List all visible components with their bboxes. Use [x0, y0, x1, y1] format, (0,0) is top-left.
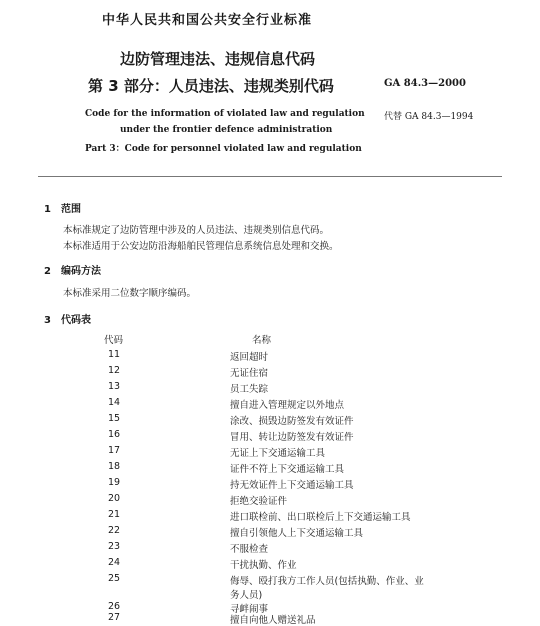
table-cell-name: 涂改、损毁边防签发有效证件: [230, 416, 354, 427]
table-cell-code: 22: [108, 525, 121, 536]
table-cell-code: 19: [108, 477, 121, 488]
table-cell-code: 14: [108, 397, 121, 408]
table-cell-code: 27: [108, 612, 121, 623]
table-cell-code: 15: [108, 413, 121, 424]
table-cell-code: 17: [108, 445, 121, 456]
table-header-code: 代码: [104, 335, 124, 346]
table-cell-code: 23: [108, 541, 121, 552]
section-heading: 3 代码表: [44, 315, 91, 326]
table-cell-name: 不服检查: [230, 544, 269, 555]
table-cell-name: 寻衅闹事: [230, 604, 269, 615]
standard-code: GA 84.3—2000: [384, 78, 466, 89]
paragraph: 本标准适用于公安边防沿海船舶民管理信息系统信息处理和交换。: [63, 241, 339, 252]
table-cell-name: 干扰执勤、作业: [230, 560, 297, 571]
section-heading: 1 范围: [44, 204, 81, 215]
header-divider: [38, 176, 502, 177]
table-cell-name: 进口联检前、出口联检后上下交通运输工具: [230, 512, 411, 523]
english-title-line-1: Code for the information of violated law and regulation: [85, 109, 365, 119]
english-title-line-3: Part 3：Code for personnel violated law and regulation: [85, 144, 362, 154]
table-cell-code: 25: [108, 573, 121, 584]
table-cell-code: 11: [108, 349, 121, 360]
table-cell-code: 21: [108, 509, 121, 520]
table-cell-name: 员工失踪: [230, 384, 269, 395]
issuing-organization: 中华人民共和国公共安全行业标准: [102, 13, 313, 28]
section-heading: 2 编码方法: [44, 266, 101, 277]
table-cell-code: 26: [108, 601, 121, 612]
table-cell-name: 擅自向他人赠送礼品: [230, 615, 316, 626]
table-cell-name-continued: 务人员): [230, 590, 263, 601]
english-title-line-2: under the frontier defence administration: [120, 125, 333, 135]
table-cell-name: 侮辱、殴打我方工作人员(包括执勤、作业、业: [230, 576, 424, 587]
table-cell-name: 冒用、转让边防签发有效证件: [230, 432, 354, 443]
table-cell-name: 无证上下交通运输工具: [230, 448, 326, 459]
title-line-1: 边防管理违法、违规信息代码: [120, 50, 316, 68]
table-cell-name: 持无效证件上下交通运输工具: [230, 480, 354, 491]
table-cell-code: 16: [108, 429, 121, 440]
table-cell-name: 证件不符上下交通运输工具: [230, 464, 345, 475]
paragraph: 本标准规定了边防管理中涉及的人员违法、违规类别信息代码。: [63, 225, 330, 236]
table-cell-name: 无证住宿: [230, 368, 269, 379]
table-cell-code: 20: [108, 493, 121, 504]
table-cell-code: 18: [108, 461, 121, 472]
replaces-standard: 代替 GA 84.3—1994: [384, 112, 474, 122]
table-cell-name: 擅自进入管理规定以外地点: [230, 400, 345, 411]
table-cell-code: 13: [108, 381, 121, 392]
table-header-name: 名称: [252, 335, 272, 346]
paragraph: 本标准采用二位数字顺序编码。: [63, 288, 197, 299]
table-cell-name: 拒绝交验证件: [230, 496, 288, 507]
table-cell-name: 擅自引领他人上下交通运输工具: [230, 528, 364, 539]
table-cell-code: 12: [108, 365, 121, 376]
table-cell-name: 返回超时: [230, 352, 269, 363]
table-cell-code: 24: [108, 557, 121, 568]
title-line-2: 第 3 部分：人员违法、违规类别代码: [88, 77, 334, 95]
